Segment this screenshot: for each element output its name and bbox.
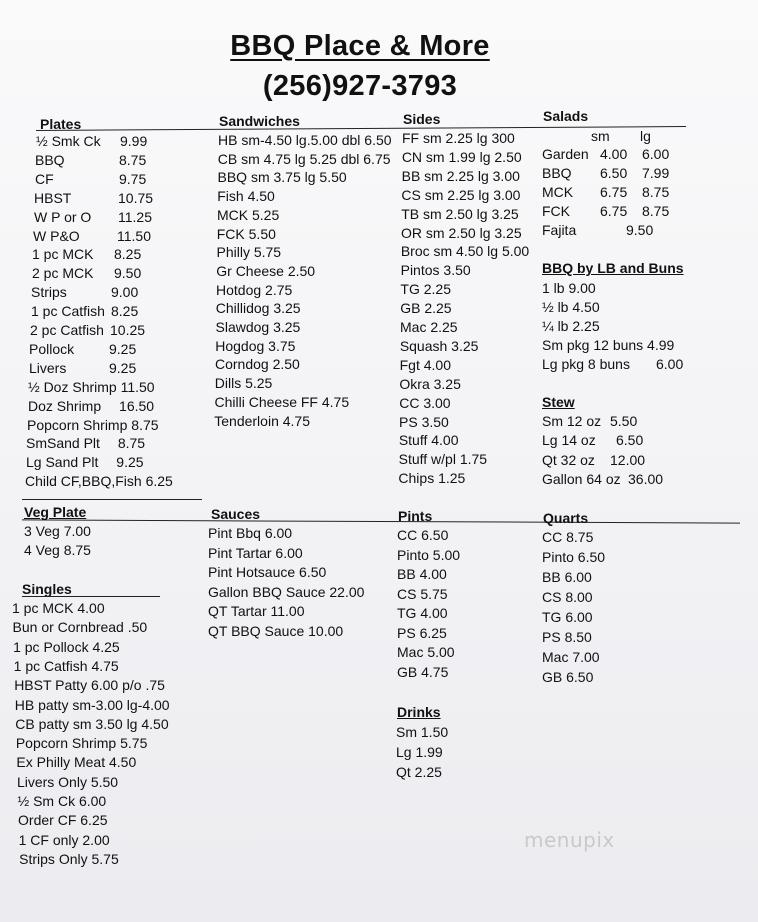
plates-item-price: 8.75 bbox=[119, 151, 147, 168]
stew-item-name: Lg 14 oz bbox=[542, 432, 596, 449]
plates-item-price: 8.25 bbox=[114, 246, 142, 263]
stew-item-name: Qt 32 oz bbox=[542, 451, 595, 468]
plates-item-name: HBST bbox=[34, 189, 72, 206]
plates-item-price: 16.50 bbox=[119, 397, 155, 414]
stew-item bbox=[542, 451, 646, 468]
salads-item-name: BBQ bbox=[542, 165, 572, 181]
top-rule bbox=[36, 126, 686, 131]
quarts-item: TG 6.00 bbox=[542, 609, 593, 625]
drinks-item: Qt 2.25 bbox=[396, 764, 442, 780]
bbq-by-lb-item bbox=[542, 299, 600, 315]
singles-item: HBST Patty 6.00 p/o .75 bbox=[14, 677, 165, 694]
salads-item-sm: 6.75 bbox=[600, 203, 628, 219]
sauces-header: Sauces bbox=[211, 506, 261, 522]
sides-item: FF sm 2.25 lg 300 bbox=[402, 130, 515, 146]
sides-item: CN sm 1.99 lg 2.50 bbox=[401, 148, 522, 165]
sides-item: Mac 2.25 bbox=[400, 319, 458, 335]
plates-item-price: 8.75 bbox=[117, 435, 146, 452]
quarts-item: CC 8.75 bbox=[542, 529, 594, 545]
salads-item-name: Fajita bbox=[542, 222, 577, 238]
sides-item: TB sm 2.50 lg 3.25 bbox=[401, 205, 519, 222]
plates-item-name: 1 pc MCK bbox=[32, 246, 94, 263]
plates-item-price: 9.25 bbox=[109, 359, 137, 376]
plates-item-price: 6.25 bbox=[145, 473, 173, 490]
stew-item bbox=[542, 413, 638, 429]
sides-item: BB sm 2.25 lg 3.00 bbox=[401, 167, 520, 184]
plates-item bbox=[34, 208, 152, 225]
bbq-by-lb-item bbox=[542, 356, 684, 372]
plates-item-price: 11.50 bbox=[117, 227, 151, 244]
plates-item-name: Strips bbox=[31, 284, 67, 301]
pints-item: BB 4.00 bbox=[397, 566, 447, 582]
sandwiches-item: Hotdog 2.75 bbox=[216, 281, 293, 298]
stew-item bbox=[542, 432, 644, 449]
salads-item bbox=[542, 165, 670, 181]
plates-item bbox=[33, 227, 151, 244]
sandwiches-item: Dills 5.25 bbox=[214, 375, 273, 392]
bbq-by-lb-item bbox=[542, 337, 674, 353]
singles-item: CB patty sm 3.50 lg 4.50 bbox=[15, 715, 169, 732]
sandwiches-item: MCK 5.25 bbox=[217, 206, 280, 223]
quarts-item: PS 8.50 bbox=[542, 629, 592, 645]
middle-rule bbox=[22, 519, 740, 523]
sandwiches-item: Gr Cheese 2.50 bbox=[216, 262, 316, 279]
singles-item: Strips Only 5.75 bbox=[19, 850, 119, 867]
pints-item: Mac 5.00 bbox=[397, 644, 455, 660]
veg_plate-item: 4 Veg 8.75 bbox=[24, 542, 91, 558]
quarts-item: Mac 7.00 bbox=[542, 649, 600, 665]
plates-item-price: 9.75 bbox=[119, 170, 147, 187]
plates-item-name: BBQ bbox=[35, 151, 65, 168]
sandwiches-item: Slawdog 3.25 bbox=[215, 319, 301, 335]
plates-item-name: W P&O bbox=[33, 227, 80, 244]
sauces-item: QT Tartar 11.00 bbox=[208, 603, 305, 619]
plates-item bbox=[32, 246, 142, 263]
plates-item bbox=[30, 322, 146, 338]
plates-item bbox=[35, 170, 147, 187]
singles-item: Livers Only 5.50 bbox=[16, 773, 119, 790]
drinks-item: Sm 1.50 bbox=[396, 724, 449, 740]
drinks-item: Lg 1.99 bbox=[396, 744, 443, 760]
plates-item-name: Lg Sand Plt bbox=[26, 454, 99, 471]
sandwiches-item: Hogdog 3.75 bbox=[215, 337, 296, 354]
plates-item bbox=[25, 473, 173, 489]
bbq-by-lb-header: BBQ by LB and Buns bbox=[542, 260, 684, 276]
stew-item-name: Sm 12 oz bbox=[542, 413, 602, 429]
plates-item-name: 2 pc Catfish bbox=[30, 322, 104, 338]
sides-item: Fgt 4.00 bbox=[399, 356, 451, 373]
salads-item-name: MCK bbox=[542, 184, 574, 200]
salads-item bbox=[542, 222, 654, 238]
sauces-item: Pint Tartar 6.00 bbox=[208, 544, 303, 561]
plates-item-name: ½ Smk Ck bbox=[36, 133, 101, 149]
sides-item: PS 3.50 bbox=[399, 413, 449, 430]
sandwiches-item: Chilli Cheese FF 4.75 bbox=[214, 393, 350, 410]
plates-item-price: 9.50 bbox=[114, 265, 142, 282]
stew-item-price: 6.50 bbox=[616, 432, 644, 449]
plates-item-price: 10.25 bbox=[110, 322, 146, 338]
bbq-by-lb-item-name: ¼ lb 2.25 bbox=[542, 318, 600, 334]
plates-item-name: Livers bbox=[29, 359, 67, 376]
singles-item: 1 pc MCK 4.00 bbox=[12, 600, 105, 616]
plates-item-price: 11.25 bbox=[118, 208, 152, 225]
quarts-header: Quarts bbox=[543, 510, 589, 526]
sides-item: Okra 3.25 bbox=[399, 375, 461, 392]
quarts-item: GB 6.50 bbox=[542, 669, 594, 685]
stew-item bbox=[542, 470, 664, 487]
singles-item: HB patty sm-3.00 lg-4.00 bbox=[14, 696, 170, 713]
plates-item bbox=[26, 454, 144, 470]
salads-item-sm: 6.50 bbox=[600, 165, 628, 181]
phone-number: (256)927-3793 bbox=[262, 70, 458, 102]
plates-item bbox=[34, 189, 154, 206]
plates-header: Plates bbox=[40, 116, 82, 132]
singles-item: Order CF 6.25 bbox=[18, 812, 108, 829]
sauces-item: Pint Bbq 6.00 bbox=[208, 525, 293, 541]
plates-item-price: 9.25 bbox=[116, 454, 144, 471]
quarts-item: Pinto 6.50 bbox=[542, 549, 606, 565]
plates-item bbox=[29, 359, 137, 376]
stew-header: Stew bbox=[542, 394, 575, 410]
sauces-item: QT BBQ Sauce 10.00 bbox=[208, 622, 344, 639]
pints-header: Pints bbox=[398, 508, 433, 524]
plates-item-name: 1 pc Catfish bbox=[31, 303, 105, 320]
pints-item: GB 4.75 bbox=[397, 663, 449, 680]
bbq-by-lb-item bbox=[542, 280, 596, 296]
sides-item: CS sm 2.25 lg 3.00 bbox=[401, 186, 521, 203]
veg-rule-left bbox=[22, 499, 202, 500]
plates-item-name: Pollock bbox=[29, 340, 75, 357]
pints-item: Pinto 5.00 bbox=[397, 546, 461, 563]
sauces-item: Pint Hotsauce 6.50 bbox=[208, 564, 327, 580]
bbq-by-lb-item-price: 6.00 bbox=[656, 356, 684, 372]
plates-item-name: CF bbox=[35, 170, 54, 187]
sandwiches-item: Chillidog 3.25 bbox=[215, 300, 301, 317]
watermark-logo: menupix bbox=[524, 828, 615, 852]
sides-item: Stuff w/pl 1.75 bbox=[398, 451, 488, 468]
sides-item: Broc sm 4.50 lg 5.00 bbox=[400, 243, 530, 260]
singles-item: Popcorn Shrimp 5.75 bbox=[15, 735, 148, 752]
plates-item-price: 8.25 bbox=[111, 303, 139, 320]
sides-item: TG 2.25 bbox=[400, 281, 451, 298]
sandwiches-item: HB sm-4.50 lg.5.00 dbl 6.50 bbox=[218, 132, 392, 148]
sandwiches-item: Fish 4.50 bbox=[217, 188, 275, 205]
singles-item: 1 pc Pollock 4.25 bbox=[13, 638, 120, 655]
sandwiches-header: Sandwiches bbox=[219, 113, 300, 129]
salads-item-name: Garden bbox=[542, 146, 589, 162]
singles-item: 1 CF only 2.00 bbox=[18, 831, 110, 848]
salads-size-lg: lg bbox=[640, 128, 651, 144]
plates-item-price: 9.25 bbox=[109, 340, 137, 357]
salads-item-lg: 7.99 bbox=[642, 165, 670, 181]
veg-plate-header: Veg Plate bbox=[24, 504, 87, 520]
plates-item-name: Child CF,BBQ,Fish bbox=[25, 473, 142, 490]
salads-item-lg: 8.75 bbox=[642, 203, 670, 219]
veg_plate-item: 3 Veg 7.00 bbox=[24, 523, 91, 539]
bbq-by-lb-item bbox=[542, 318, 600, 334]
plates-item-price: 9.99 bbox=[120, 133, 148, 149]
salads-item bbox=[542, 146, 670, 162]
pints-item: CS 5.75 bbox=[397, 585, 448, 602]
bbq-by-lb-item-name: Lg pkg 8 buns bbox=[542, 356, 630, 372]
salads-item-sm: 6.75 bbox=[600, 184, 628, 200]
plates-item-price: 11.50 bbox=[120, 378, 155, 395]
plates-item-name: 2 pc MCK bbox=[32, 265, 94, 282]
bbq-by-lb-item-name: 1 lb 9.00 bbox=[542, 280, 596, 296]
plates-item bbox=[27, 417, 159, 433]
bbq-by-lb-item-name: Sm pkg 12 buns 4.99 bbox=[542, 337, 675, 353]
singles-header: Singles bbox=[22, 581, 72, 597]
sauces-item: Gallon BBQ Sauce 22.00 bbox=[208, 583, 365, 600]
salads-item-name: FCK bbox=[542, 203, 570, 219]
sides-item: OR sm 2.50 lg 3.25 bbox=[401, 224, 522, 241]
sandwiches-item: FCK 5.50 bbox=[216, 225, 276, 242]
salads-item-sm: 4.00 bbox=[600, 146, 628, 162]
singles-item: Bun or Cornbread .50 bbox=[12, 619, 148, 636]
salads-item-lg: 6.00 bbox=[642, 146, 670, 162]
plates-item-name: Popcorn Shrimp bbox=[27, 416, 128, 433]
pints-item: CC 6.50 bbox=[397, 527, 449, 543]
plates-item bbox=[36, 133, 148, 149]
stew-item-price: 5.50 bbox=[610, 413, 638, 429]
pints-item: TG 4.00 bbox=[397, 605, 448, 621]
sides-item: Pintos 3.50 bbox=[400, 262, 471, 279]
sides-item: GB 2.25 bbox=[400, 300, 452, 317]
singles-item: ½ Sm Ck 6.00 bbox=[17, 793, 107, 809]
plates-item-name: SmSand Plt bbox=[26, 435, 100, 452]
restaurant-name: BBQ Place & More bbox=[230, 30, 490, 62]
drinks-header: Drinks bbox=[397, 704, 441, 720]
sides-item: Squash 3.25 bbox=[399, 337, 479, 354]
plates-item bbox=[35, 151, 147, 168]
sides-item: CC 3.00 bbox=[399, 394, 451, 411]
sandwiches-item: Corndog 2.50 bbox=[215, 356, 300, 373]
salads-header: Salads bbox=[543, 108, 589, 124]
plates-item-price: 10.75 bbox=[118, 189, 154, 206]
stew-item-price: 12.00 bbox=[610, 451, 646, 468]
plates-item bbox=[31, 303, 139, 320]
sides-item: Chips 1.25 bbox=[398, 470, 466, 487]
plates-item bbox=[31, 284, 139, 301]
plates-item bbox=[28, 398, 154, 414]
plates-item-price: 8.75 bbox=[131, 416, 159, 433]
singles-item: Ex Philly Meat 4.50 bbox=[16, 754, 137, 771]
salads-size-sm: sm bbox=[591, 128, 610, 144]
sides-item: Stuff 4.00 bbox=[398, 432, 459, 449]
sandwiches-item: Tenderloin 4.75 bbox=[214, 412, 310, 429]
salads-item-lg: 9.50 bbox=[626, 222, 654, 238]
plates-item bbox=[32, 265, 142, 282]
quarts-item: BB 6.00 bbox=[542, 569, 592, 585]
plates-item bbox=[28, 379, 155, 395]
salads-item-lg: 8.75 bbox=[642, 184, 670, 200]
stew-item-price: 36.00 bbox=[628, 470, 664, 487]
plates-item bbox=[29, 340, 137, 357]
quarts-item: CS 8.00 bbox=[542, 589, 593, 605]
bbq-by-lb-item-name: ½ lb 4.50 bbox=[542, 299, 600, 315]
sides-header: Sides bbox=[403, 111, 441, 127]
plates-item bbox=[26, 435, 145, 451]
plates-item-name: ½ Doz Shrimp bbox=[28, 378, 117, 395]
pints-item: PS 6.25 bbox=[397, 624, 447, 641]
stew-item-name: Gallon 64 oz bbox=[542, 470, 621, 487]
salads-item bbox=[542, 203, 670, 219]
sandwiches-item: CB sm 4.75 lg 5.25 dbl 6.75 bbox=[217, 150, 391, 167]
sandwiches-item: BBQ sm 3.75 lg 5.50 bbox=[217, 169, 347, 186]
singles-item: 1 pc Catfish 4.75 bbox=[13, 657, 119, 674]
plates-item-name: Doz Shrimp bbox=[28, 397, 102, 414]
singles-rule bbox=[22, 596, 160, 597]
sandwiches-item: Philly 5.75 bbox=[216, 244, 282, 261]
salads-item bbox=[542, 184, 670, 200]
plates-item-price: 9.00 bbox=[111, 284, 139, 301]
plates-item-name: W P or O bbox=[34, 208, 92, 225]
